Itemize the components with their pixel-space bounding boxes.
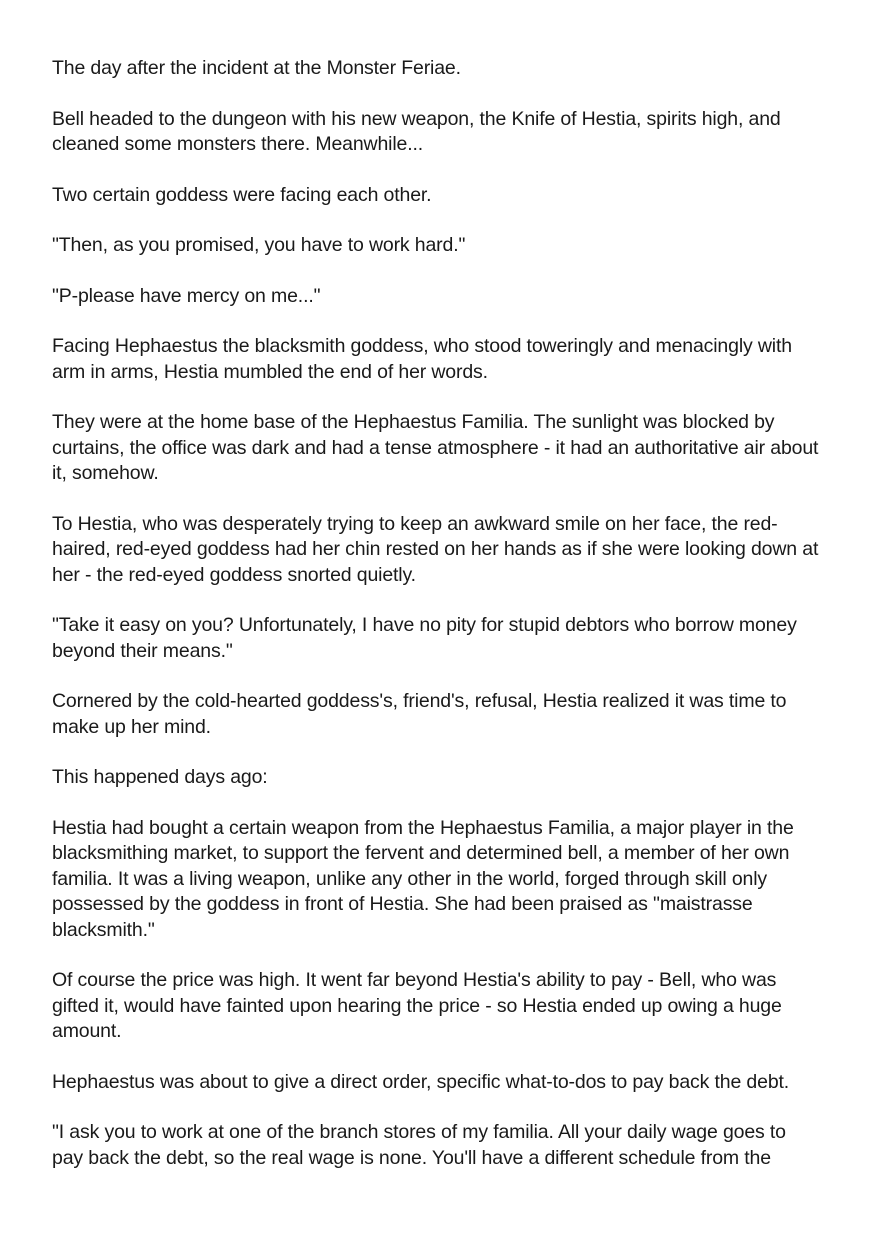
paragraph: Of course the price was high. It went far beyond Hestia's ability to pay - Bell, who was gifted it, would have fainted upon hearing the price - so Hestia ended up owing a huge amount. [52,969,782,1042]
paragraph: Bell headed to the dungeon with his new weapon, the Knife of Hestia, spirits high, and cleaned some monsters there. Meanwhile... [52,107,781,155]
paragraph: Hephaestus was about to give a direct order, specific what-to-dos to pay back the debt. [52,1070,790,1093]
paragraph: "P-please have mercy on me..." [52,284,321,307]
paragraph: Hestia had bought a certain weapon from the Hephaestus Familia, a major player in the blacksmithing market, to support the fervent and determined bell, a member of her own familia. It was a living weapon, unlike any other in the world, forged through skill only possessed by the goddess in front of Hestia. She had been praised as "maistrasse blacksmith." [52,816,794,941]
paragraph: Facing Hephaestus the blacksmith goddess, who stood toweringly and menacingly with arm in arms, Hestia mumbled the end of her words. [52,335,792,383]
paragraph: To Hestia, who was desperately trying to keep an awkward smile on her face, the red-haired, red-eyed goddess had her chin rested on her hands as if she were looking down at her - the red-eyed goddess snorted quietly. [52,512,819,586]
paragraph: Cornered by the cold-hearted goddess's, friend's, refusal, Hestia realized it was time to make up her mind. [52,690,787,738]
paragraph: "Take it easy on you? Unfortunately, I have no pity for stupid debtors who borrow money beyond their means." [52,614,797,662]
paragraph: This happened days ago: [52,766,268,788]
paragraph: "I ask you to work at one of the branch stores of my familia. All your daily wage goes to pay back the debt, so the real wage is none. You'll have a different schedule from the [52,1121,786,1169]
paragraph: They were at the home base of the Hephaestus Familia. The sunlight was blocked by curtains, the office was dark and had a tense atmosphere - it had an authoritative air about it, somehow. [52,411,819,484]
paragraph: The day after the incident at the Monster Feriae. [52,57,461,79]
paragraph: "Then, as you promised, you have to work hard." [52,234,466,256]
document-page [52,56,822,1196]
paragraph: Two certain goddess were facing each other. [52,183,432,206]
